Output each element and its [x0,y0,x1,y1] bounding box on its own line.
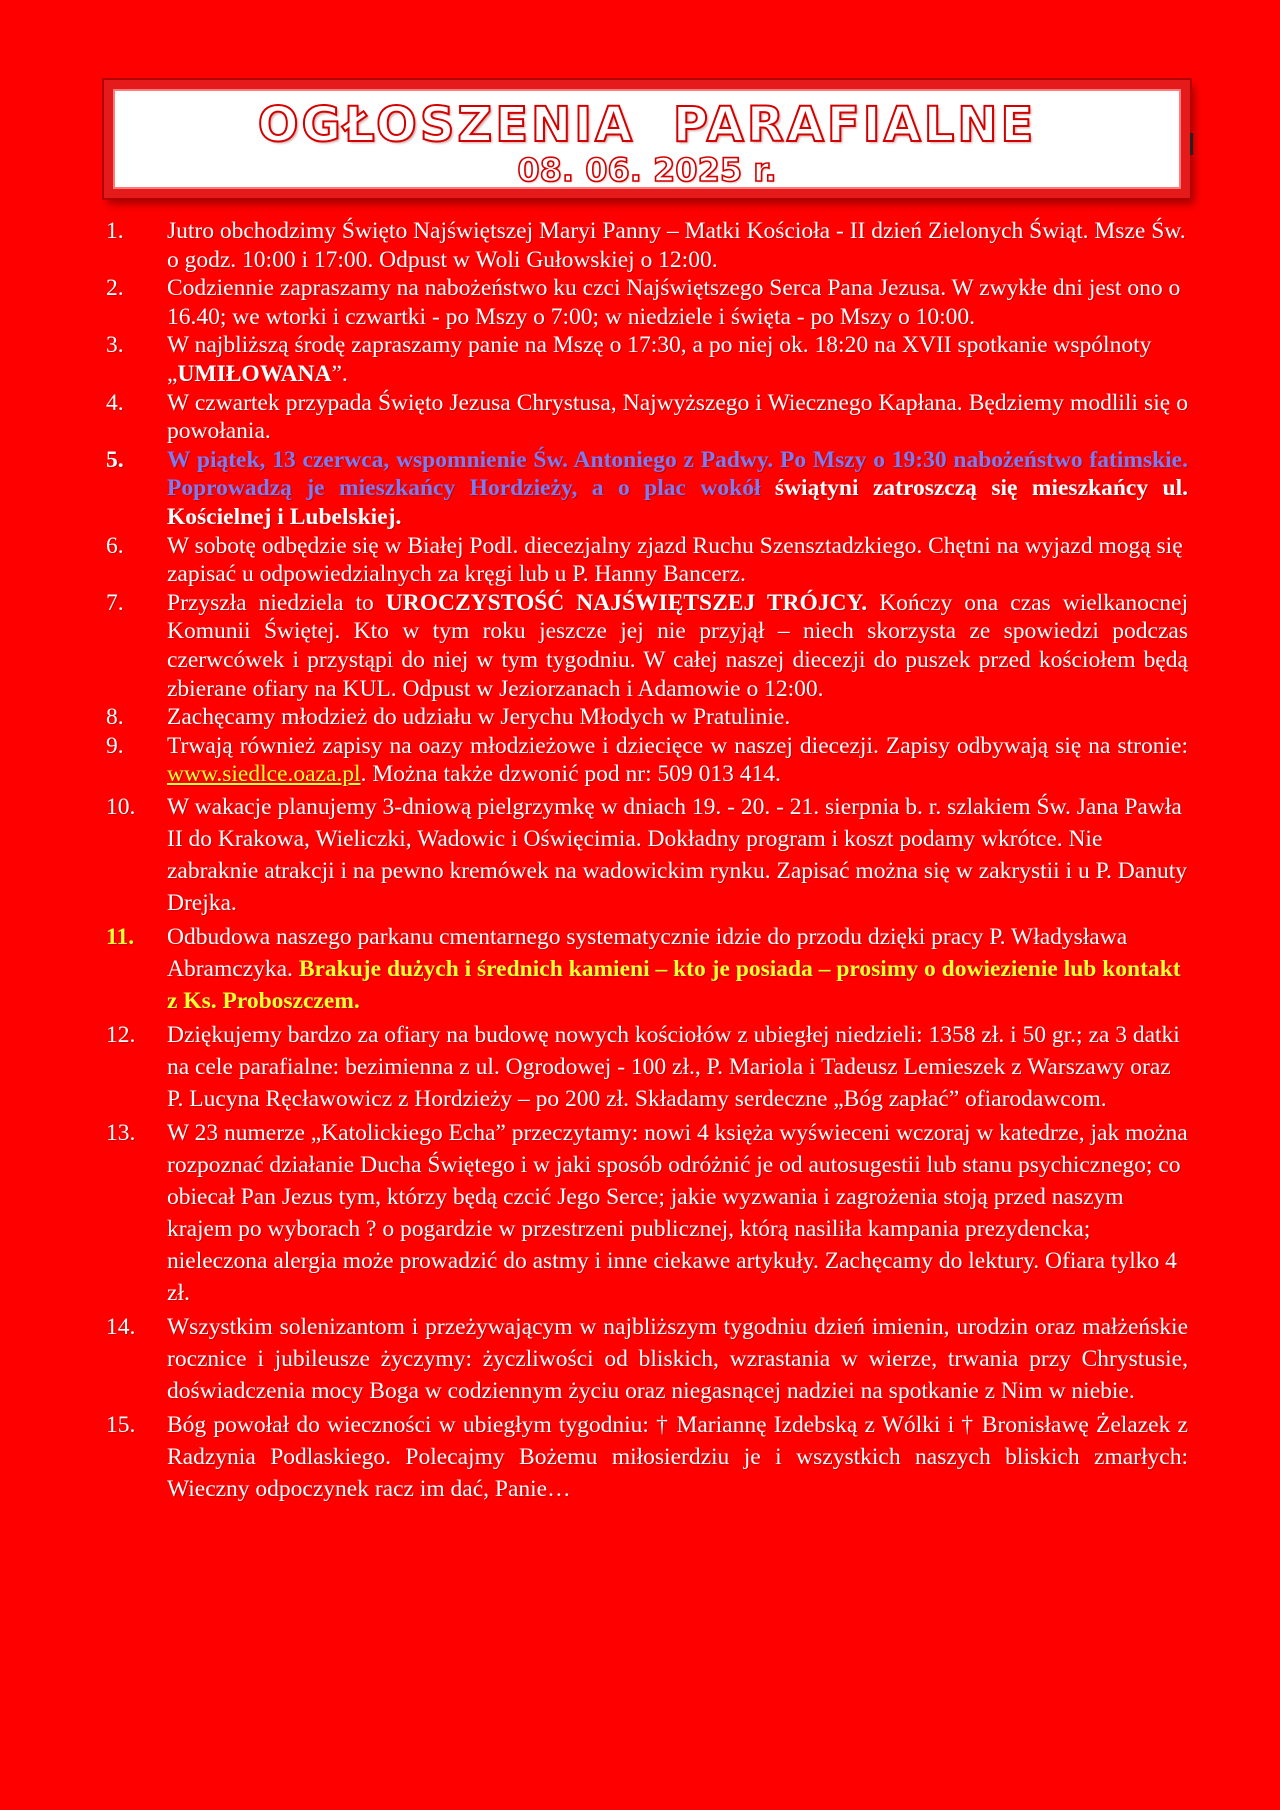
announcement-14 [0,1311,1280,1407]
item-number: 4. [106,389,124,416]
item-bold-text: UMIŁOWANA [177,360,332,387]
item-text: Odbudowa naszego parkanu cmentarnego systematycznie idzie do przodu dzięki pracy P. Władysława Abramczyka. [167,923,1128,982]
announcement-6 [0,532,1280,589]
announcement-5 [0,446,1280,532]
item-highlight-text: Brakuje dużych i średnich kamieni – kto je posiada – prosimy o dowiezienie lub kontakt z Ks. Proboszczem. [167,955,1181,1014]
page-title: OGŁOSZENIA PARAFIALNE [257,97,1037,153]
item-text: Codziennie zapraszamy na nabożeństwo ku czci Najświętszego Serca Pana Jezusa. W zwykłe dni jest ono o 16.40; we wtorki i czwartki - po Mszy o 7:00; w niedziele i święta - po Mszy o 10:00. [167,275,1181,330]
announcement-4 [0,389,1280,446]
item-text: Bóg powołał do wieczności w ubiegłym tygodniu: † Mariannę Izdebską z Wólki i † Bronisławę Żelazek z Radzynia Podlaskiego. Polecajmy Bożemu miłosierdziu je i wszystkich naszych bliskich zmarłych: Wieczny odpoczynek racz im dać, Panie… [167,1411,1188,1502]
item-text-end: ”. [331,360,348,387]
item-text: Wszystkim solenizantom i przeżywającym w najbliższym tygodniu dzień imienin, urodzin oraz małżeńskie rocznice i jubileusze życzymy: życzliwości od bliskich, wzrastania w wierze, trwania przy Chrystusie, doświadczenia mocy Boga w codziennym życiu oraz niegasnącej nadziei na spotkanie z Nim w niebie. [167,1313,1188,1404]
item-number: 6. [106,532,124,559]
item-number: 3. [106,332,124,359]
item-number: 15. [106,1411,136,1438]
announcement-8 [0,703,1280,732]
item-bold-text: świątyni zatroszczą się mieszkańcy ul. Kościelnej i Lubelskiej. [167,475,1188,530]
announcement-13 [0,1117,1280,1309]
item-number: 2. [106,275,124,302]
oaza-website-link[interactable]: www.siedlce.oaza.pl [167,761,361,788]
item-number: 9. [106,732,124,759]
item-text-end: Kończy ona czas wielkanocnej Komunii Świętej. Kto w tym roku jeszcze jej nie przyjął – niech skorzysta ze spowiedzi podczas czerwcówek i przystąpi do niej w tym tygodniu. W całej naszej diecezji do puszek przed kościołem będą zbierane ofiary na KUL. Odpust w Jeziorzanach i Adamowie o 12:00. [167,589,1189,702]
announcements-list [0,217,1280,1505]
announcement-1 [0,217,1280,274]
item-text: W 23 numerze „Katolickiego Echa” przeczytamy: nowi 4 księża wyświeceni wczoraj w katedrze, jak można rozpoznać działanie Ducha Świętego i w jaki sposób odróżnić je od autosugestii lub stanu psychicznego; co obiecał Pan Jezus tym, którzy będą czcić Jego Serce; jakie wyzwania i zagrożenia stoją przed naszym krajem po wyborach ? o pogardzie w przestrzeni publicznej, którą nasiliła kampania prezydencka; nieleczona alergia może prowadzić do astmy i inne ciekawe artykuły. Zachęcamy do lektury. Ofiara tylko 4 zł. [167,1119,1188,1306]
item-number: 10. [106,793,136,820]
item-number: 12. [106,1021,136,1048]
item-text: W sobotę odbędzie się w Białej Podl. diecezjalny zjazd Ruchu Szensztadzkiego. Chętni na wyjazd mogą się zapisać u odpowiedzialnych za kręgi lub u P. Hanny Bancerz. [167,532,1183,588]
announcement-9 [0,732,1280,789]
item-number: 11. [106,923,135,950]
item-number: 1. [106,218,124,244]
announcement-12 [0,1019,1280,1115]
item-number: 14. [106,1313,136,1340]
announcement-15 [0,1409,1280,1505]
announcement-2 [0,274,1280,331]
item-number: 8. [106,704,124,731]
header-banner [104,80,1190,198]
item-text: Przyszła niedziela to [167,589,386,616]
item-number: 7. [106,589,124,616]
item-number: 5. [106,446,124,473]
item-text: W czwartek przypada Święto Jezusa Chrystusa, Najwyższego i Wiecznego Kapłana. Będziemy modlili się o powołania. [167,389,1188,445]
page-date: 08. 06. 2025 r. [517,151,777,189]
banner-edge-mark [1190,133,1193,155]
item-number: 13. [106,1119,136,1146]
announcement-10 [0,791,1280,919]
item-text: W wakacje planujemy 3-dniową pielgrzymkę w dniach 19. - 20. - 21. sierpnia b. r. szlakiem Św. Jana Pawła II do Krakowa, Wieliczki, Wadowic i Oświęcimia. Dokładny program i koszt podamy wkrótce. Nie zabraknie atrakcji i na pewno kremówek na wadowickim rynku. Zapisać można się w zakrystii i u P. Danuty Drejka. [167,793,1187,916]
item-text: Zachęcamy młodzież do udziału w Jerychu Młodych w Pratulinie. [167,704,791,731]
item-text-end: . Można także dzwonić pod nr: 509 013 414. [360,761,781,788]
item-highlight-text: W piątek, 13 czerwca, wspomnienie Św. Antoniego z Padwy. Po Mszy o 19:30 nabożeństwo fatimskie. Poprowadzą je mieszkańcy Hordzieży, a o plac wokół [167,446,1188,502]
announcement-11 [0,921,1280,1017]
announcement-7 [0,589,1280,703]
item-text: Dziękujemy bardzo za ofiary na budowę nowych kościołów z ubiegłej niedzieli: 1358 zł. i 50 gr.; za 3 datki na cele parafialne: bezimienna z ul. Ogrodowej - 100 zł., P. Mariola i Tadeusz Lemieszek z Warszawy oraz P. Lucyna Ręcławowicz z Hordzieży – po 200 zł. Składamy serdeczne „Bóg zapłać” ofiarodawcom. [167,1021,1180,1112]
announcement-3 [0,331,1280,388]
item-text: W najbliższą środę zapraszamy panie na Mszę o 17:30, a po niej ok. 18:20 na XVII spotkanie wspólnoty „ [167,332,1152,387]
item-bold-text: UROCZYSTOŚĆ NAJŚWIĘTSZEJ TRÓJCY. [385,589,868,616]
item-text: Jutro obchodzimy Święto Najświętszej Maryi Panny – Matki Kościoła - II dzień Zielonych Świąt. Msze Św. o godz. 10:00 i 17:00. Odpust w Woli Gułowskiej o 12:00. [167,218,1186,273]
item-text: Trwają również zapisy na oazy młodzieżowe i dziecięce w naszej diecezji. Zapisy odbywają się na stronie: [167,732,1188,759]
